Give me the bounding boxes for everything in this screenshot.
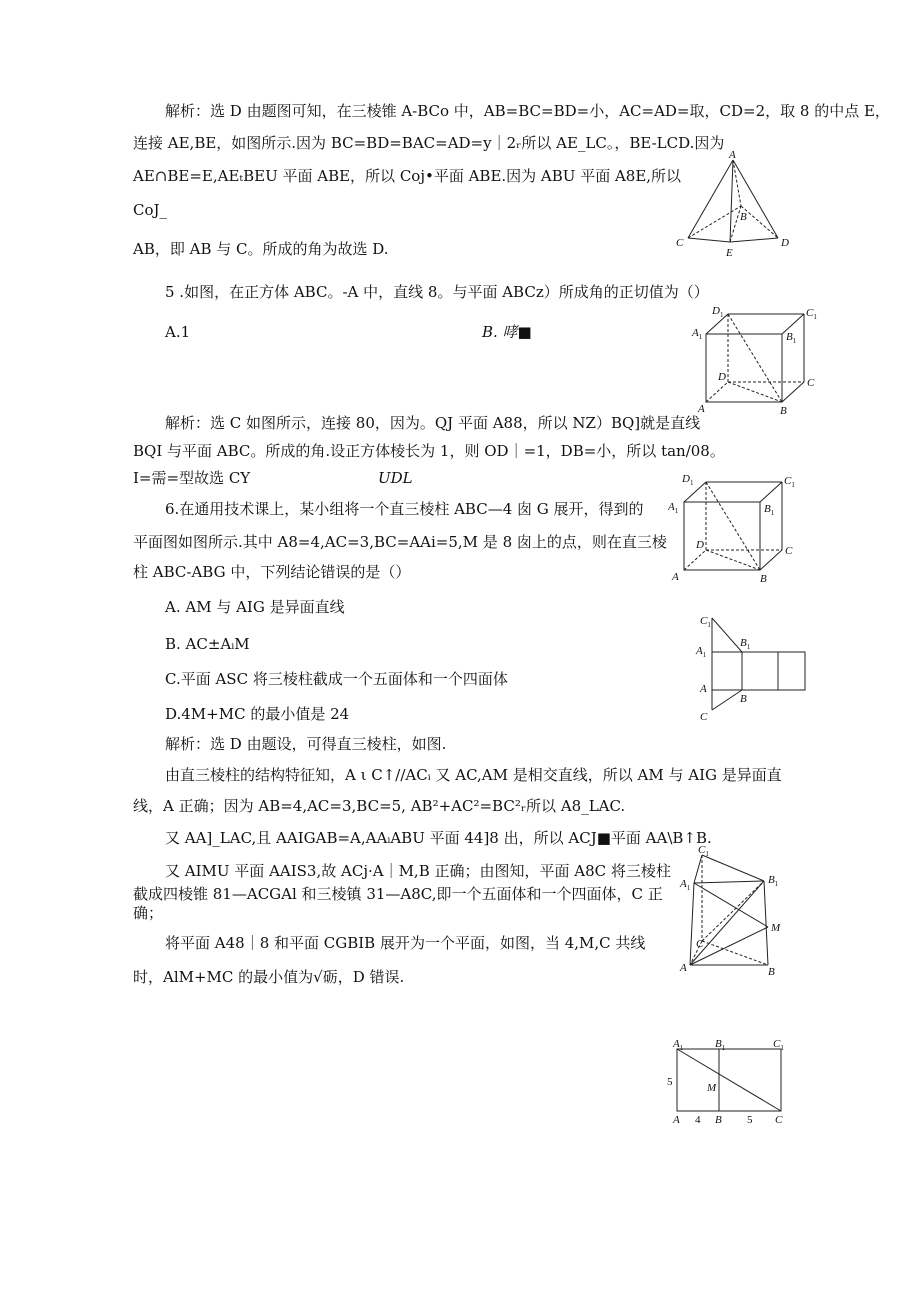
net-label-c: C [700,711,708,723]
net-label-a: A [700,683,707,695]
cube2-label-a1: $A_1$ [668,501,679,515]
net-label-a1: $A_1$ [696,645,707,659]
unfold-length-4: 4 [695,1114,701,1126]
unfold-label-a: A [673,1114,680,1126]
cube2-label-d1: $D_1$ [682,473,694,487]
solution-6-line-3: 线，A 正确；因为 AB=4,AC=3,BC=5, AB²+AC²=BC²ᵣ所以 A8_LAC. [133,797,626,815]
net-label-b: B [740,693,747,705]
tetra-label-d: D [781,237,789,249]
question-5: 5 .如图，在正方体 ABC。-A 中，直线 8。与平面 ABCz）所成角的正切值为（） [165,283,709,301]
solution-5-line-3a: I=需=型故选 CY [133,469,251,487]
cube-figure-2 [668,470,798,585]
solution-line-4: CoJ_ [133,201,168,219]
cube2-label-b1: $B_1$ [764,503,775,517]
cube1-label-b: B [780,405,787,417]
cube1-label-a: A [698,403,705,415]
question-5-option-b: B. 哮■ [482,323,532,341]
unfold-length-5-left: 5 [667,1076,673,1088]
question-5-option-a: A.1 [165,323,191,341]
solution-line-5: AB，即 AB 与 C。所成的角为故选 D. [133,240,389,258]
unfold-length-5-bottom: 5 [747,1114,753,1126]
solution-6-line-1: 解析：选 D 由题设，可得直三棱柱，如图. [165,735,447,753]
prism-label-b: B [768,966,775,978]
prism-label-a: A [680,962,687,974]
solution-6-line-7: 确； [133,904,164,922]
cube2-label-c1: $C_1$ [784,475,795,489]
cube1-label-a1: $A_1$ [692,327,703,341]
unfold-label-m: M [707,1082,717,1094]
tetra-label-e: E [726,247,733,258]
cube1-label-c1: $C_1$ [806,307,817,321]
prism-label-c: C [696,938,704,950]
cube2-label-c: C [785,545,793,557]
solution-line-2: 连接 AE,BE，如图所示.因为 BC=BD=BAC=AD=y｜2ᵣ所以 AE_LC。，BE-LCD.因为 [133,134,725,152]
cube2-label-a: A [672,571,679,583]
prism-label-m: M [771,922,781,934]
unfold-label-c1: $C_1$ [773,1038,784,1052]
cube1-label-d: D [718,371,726,383]
question-6-line-1: 6.在通用技术课上，某小组将一个直三棱柱 ABC—4 囱 G 展开，得到的 [165,500,644,518]
question-6-option-a: A. AM 与 AIG 是异面直线 [165,598,345,616]
prism-net-figure [690,612,820,724]
solution-line-1: 解析：选 D 由题图可知，在三棱锥 A-BCo 中，AB=BC=BD=小，AC=AD=取，CD=2，取 8 的中点 E， [165,102,890,120]
cube1-label-d1: $D_1$ [712,305,724,319]
unfold-label-b: B [715,1114,722,1126]
prism-label-a1: $A_1$ [680,878,691,892]
unfold-label-c: C [775,1114,783,1126]
net-label-b1: $B_1$ [740,637,751,651]
solution-6-line-4: 又 AA]_LAC,且 AAIGAB=A,AAᵢABU 平面 44]8 出，所以 ACJ■平面 AA\B↑B. [165,829,712,847]
cube2-label-d: D [696,539,704,551]
tetra-label-b: B [740,211,747,223]
solution-6-line-5: 又 AIMU 平面 AAIS3,故 ACj·A｜M,B 正确；由图知，平面 A8C 将三棱柱 [165,862,671,880]
unfold-label-b1: $B_1$ [715,1038,726,1052]
solution-5-line-2: BQI 与平面 ABC。所成的角.设正方体棱长为 1，则 OD｜=1，DB=小，所以 tan/08。 [133,442,725,460]
tetrahedron-figure [668,148,798,258]
cube-figure-1 [690,302,820,417]
question-6-line-3: 柱 ABC-ABG 中，下列结论错误的是（） [133,563,411,581]
unfolded-plane-figure [665,1035,800,1130]
solution-6-line-6: 截成四棱锥 81—ACGAl 和三棱镇 31—A8C,即一个五面体和一个四面体，C 正 [133,885,663,903]
solution-6-line-8: 将平面 A48｜8 和平面 CGBIB 展开为一个平面，如图，当 4,M,C 共线 [165,934,646,952]
question-6-option-d: D.4M+MC 的最小值是 24 [165,705,350,723]
prism-3d-figure [678,843,808,978]
question-6-option-b: B. AC±AᵢM [165,635,250,653]
solution-6-line-9: 时，AlM+MC 的最小值为√砺，D 错误. [133,968,405,986]
solution-5-line-3b: UDL [378,469,413,487]
unfold-label-a1: $A_1$ [673,1038,684,1052]
cube1-label-c: C [807,377,815,389]
solution-line-3: AE∩BE=E,AEₜBEU 平面 ABE，所以 Coj•平面 ABE.因为 ABU 平面 A8E,所以 [133,167,682,185]
solution-6-line-2: 由直三棱柱的结构特征知，A ι C↑//ACᵢ 又 AC,AM 是相交直线，所以 AM 与 AIG 是异面直 [165,766,782,784]
tetra-label-a: A [729,149,736,161]
tetra-label-c: C [676,237,684,249]
cube2-label-b: B [760,573,767,585]
net-label-c1: $C_1$ [700,615,711,629]
question-6-line-2: 平面图如图所示.其中 A8=4,AC=3,BC=AAi=5,M 是 8 囱上的点，则在直三棱 [133,533,667,551]
solution-5-line-1: 解析：选 C 如图所示，连接 80，因为。QJ 平面 A88，所以 NZ）BQ]就是直线 [165,414,701,432]
question-6-option-c: C.平面 ASC 将三棱柱截成一个五面体和一个四面体 [165,670,508,688]
prism-label-b1: $B_1$ [768,874,779,888]
prism-label-c1: $C_1$ [698,844,709,858]
cube1-label-b1: $B_1$ [786,331,797,345]
